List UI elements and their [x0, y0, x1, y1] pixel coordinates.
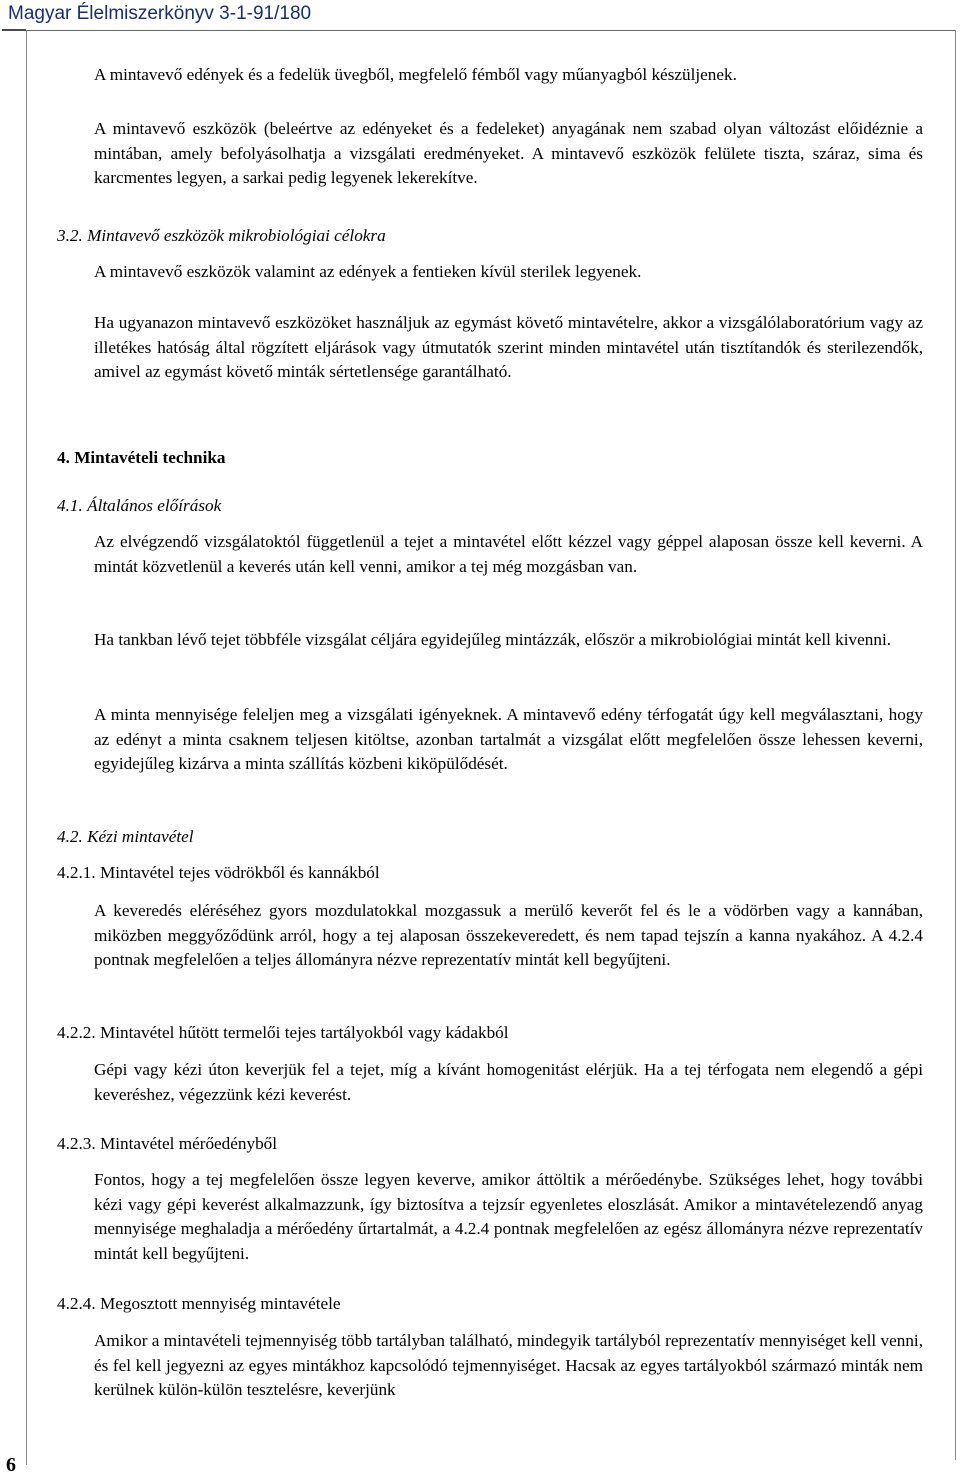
page-border-right	[955, 30, 956, 1460]
heading-4-2-2: 4.2.2. Mintavétel hűtött termelői tejes tartályokból vagy kádakból	[57, 1023, 509, 1042]
heading-4-1: 4.1. Általános előírások	[57, 496, 222, 515]
heading-4-2-4: 4.2.4. Megosztott mennyiség mintavétele	[57, 1294, 341, 1313]
page-header	[0, 0, 960, 29]
page-border-left	[26, 30, 27, 1465]
paragraph-cleaning: Ha ugyanazon mintavevő eszközöket használjuk az egymást követő mintavételre, akkor a vizsgálólaboratórium vagy az illetékes hatóság által rögzített eljárások vagy útmutatók szerint minden mintavétel után tisztítandók és sterilezendők, amivel az egymást követő minták sértetlensége garantálható.	[94, 313, 923, 382]
heading-4-2-1: 4.2.1. Mintavétel tejes vödrökből és kannákból	[57, 863, 380, 882]
heading-3-2: 3.2. Mintavevő eszközök mikrobiológiai célokra	[57, 226, 386, 245]
paragraph-mixing: Az elvégzendő vizsgálatoktól függetlenül a tejet a mintavétel előtt kézzel vagy géppel alaposan össze kell keverni. A mintát közvetlenül a keverés után kell venni, amikor a tej még mozgásban van.	[94, 532, 923, 576]
document-title: Magyar Élelmiszerkönyv 3-1-91/180	[8, 3, 312, 24]
header-rule	[2, 29, 26, 31]
paragraph-measuring-vessel: Fontos, hogy a tej megfelelően össze legyen keverve, amikor áttöltik a mérőedénybe. Szükséges lehet, hogy további kézi vagy gépi keverést alkalmazzunk, így biztosítva a tejzsír egyenletes eloszlását. Amikor a mintavételezendő anyag mennyisége meghaladja a mérőedény űrtartalmát, a 4.2.4 pontnak megfelelően az egész állományra nézve reprezentatív mintát kell begyűjteni.	[94, 1170, 923, 1264]
heading-4-2: 4.2. Kézi mintavétel	[57, 827, 194, 846]
heading-4: 4. Mintavételi technika	[57, 448, 226, 467]
page-number: 6	[6, 1454, 16, 1476]
paragraph-divided-quantity: Amikor a mintavételi tejmennyiség több tartályban található, mindegyik tartályból reprezentatív mennyiséget kell venni, és fel kell jegyezni az egyes mintákhoz kapcsolódó tejmennyiséget. Hacsak az egyes tartályokból származó minták nem kerülnek külön-külön tesztelésre, keverjünk	[94, 1331, 923, 1400]
paragraph-tank-sampling: Gépi vagy kézi úton keverjük fel a tejet, míg a kívánt homogenitást elérjük. Ha a tej térfogata nem elegendő a gépi keveréshez, végezzünk kézi keverést.	[94, 1060, 923, 1104]
paragraph-tank-order: Ha tankban lévő tejet többféle vizsgálat céljára egyidejűleg mintázzák, először a mikrobiológiai mintát kell kivenni.	[94, 630, 892, 649]
heading-4-2-3: 4.2.3. Mintavétel mérőedényből	[57, 1134, 278, 1153]
paragraph-bucket-sampling: A keveredés eléréséhez gyors mozdulatokkal mozgassuk a merülő keverőt fel és le a vödörben vagy a kannában, miközben meggyőződünk arról, hogy a tej alaposan összekeveredett, és nem tapad tejszín a kanna nyakához. A 4.2.4 pontnak megfelelően a teljes állományra nézve reprezentatív mintát kell begyűjteni.	[94, 901, 923, 970]
paragraph-materials: A mintavevő edények és a fedelük üvegből, megfelelő fémből vagy műanyagból készüljenek.	[94, 65, 737, 84]
paragraph-tool-requirements: A mintavevő eszközök (beleértve az edényeket és a fedeleket) anyagának nem szabad olyan változást előidéznie a mintában, amely befolyásolhatja a vizsgálati eredményeket. A mintavevő eszközök felülete tiszta, száraz, sima és karcmentes legyen, a sarkai pedig legyenek lekerekítve.	[94, 119, 923, 188]
page-border-top	[26, 30, 956, 31]
paragraph-sample-quantity: A minta mennyisége feleljen meg a vizsgálati igényeknek. A mintavevő edény térfogatát úgy kell megválasztani, hogy az edényt a minta csaknem teljesen kitöltse, azonban tartalmát a vizsgálat előtt megfelelően össze lehessen keverni, egyidejűleg kizárva a minta szállítás közbeni kiköpülődését.	[94, 705, 923, 774]
paragraph-sterile: A mintavevő eszközök valamint az edények a fentieken kívül sterilek legyenek.	[94, 262, 642, 281]
